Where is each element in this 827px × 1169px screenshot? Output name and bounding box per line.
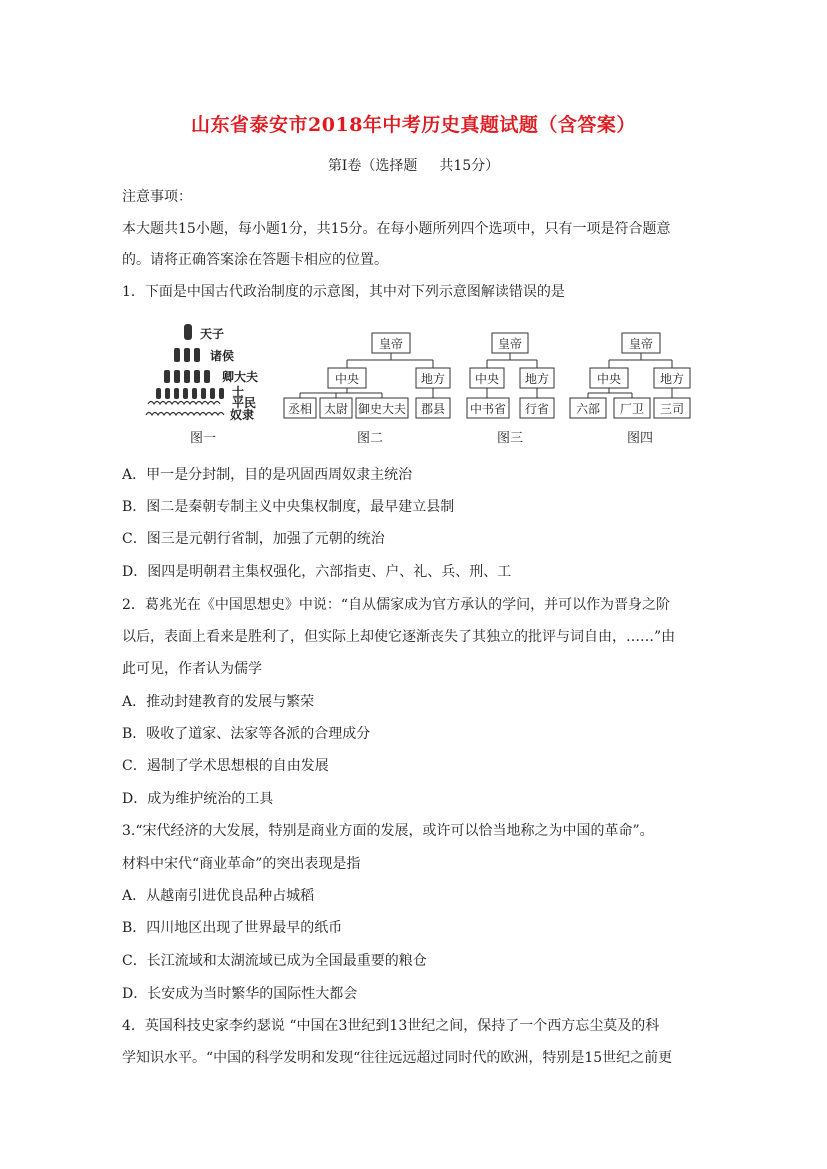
q2-option-d: D．成为维护统治的工具 bbox=[122, 791, 274, 807]
q1-option-a: A．甲一是分封制，目的是巩固西周奴隶主统治 bbox=[122, 467, 413, 483]
fig3-mid-0: 中央 bbox=[474, 372, 500, 386]
q3-stem-1: 3.“宋代经济的大发展，特别是商业方面的发展，或许可以恰当地称之为中国的革命”。 bbox=[122, 823, 654, 839]
fig2-leaf-0: 丞相 bbox=[287, 402, 313, 416]
fig1-figure bbox=[183, 388, 188, 399]
fig4-top: 皇帝 bbox=[628, 337, 654, 351]
exam-title: 山东省泰安市2018年中考历史真题试题（含答案） bbox=[191, 114, 636, 136]
fig1-commoners bbox=[148, 402, 220, 405]
fig1-figure bbox=[165, 388, 170, 399]
fig2-leaf-1: 太尉 bbox=[323, 402, 349, 416]
fig4-leaf-2: 三司 bbox=[659, 402, 685, 416]
fig1-figure bbox=[204, 370, 210, 383]
fig1-level-5: 奴隶 bbox=[230, 408, 255, 422]
fig3-mid-1: 地方 bbox=[524, 372, 550, 386]
q1-diagrams-svg bbox=[140, 318, 700, 458]
fig1-level-0: 天子 bbox=[200, 327, 225, 341]
q3-option-c: C．长江流域和太湖流域已成为全国最重要的粮仓 bbox=[122, 953, 427, 969]
fig1-figure bbox=[184, 370, 190, 383]
q3-option-a: A．从越南引进优良品种占城稻 bbox=[122, 888, 315, 904]
q3-stem-2: 材料中宋代“商业革命”的突出表现是指 bbox=[122, 856, 361, 872]
q3-option-d: D．长安成为当时繁华的国际性大都会 bbox=[122, 986, 358, 1002]
q1-option-d: D．图四是明朝君主集权强化，六部指吏、户、礼、兵、刑、工 bbox=[122, 564, 512, 580]
q2-stem-1: 2．葛兆光在《中国思想史》中说：“自从儒家成为官方承认的学问，并可以作为晋身之阶 bbox=[122, 597, 671, 613]
q4-stem-2: 学知识水平。“中国的科学发明和发现“往往远远超过同时代的欧洲，特别是15世纪之前更 bbox=[122, 1050, 673, 1066]
fig2-leaf-2: 御史大夫 bbox=[357, 402, 407, 416]
q2-stem-3: 此可见，作者认为儒学 bbox=[122, 661, 262, 677]
q4-stem-1: 4．英国科技史家李约瑟说 “中国在3世纪到13世纪之间，保持了一个西方忘尘莫及的科 bbox=[122, 1018, 660, 1034]
fig2-caption: 图二 bbox=[356, 431, 384, 446]
fig1-crowd bbox=[146, 402, 224, 416]
fig1-figure bbox=[201, 388, 206, 399]
fig3-leaf-0: 中书省 bbox=[469, 402, 507, 416]
fig1-figure bbox=[174, 388, 179, 399]
section-score: 共15分） bbox=[439, 158, 500, 174]
fig3-top: 皇帝 bbox=[497, 337, 523, 351]
fig1-figure bbox=[174, 348, 180, 362]
fig1-caption: 图一 bbox=[190, 431, 217, 446]
fig1-level-1: 诸侯 bbox=[210, 349, 235, 363]
notice-line-1: 本大题共15小题，每小题1分，共15分。在每小题所列四个选项中，只有一项是符合题意 bbox=[122, 221, 671, 237]
fig2-mid-0: 中央 bbox=[334, 372, 360, 386]
fig2-mid-1: 地方 bbox=[420, 372, 446, 386]
fig4-leaf-0: 六部 bbox=[575, 402, 601, 416]
fig1-figure bbox=[210, 388, 215, 399]
fig1-figure bbox=[194, 370, 200, 383]
fig1-figure bbox=[184, 324, 192, 340]
fig1-figure bbox=[219, 388, 224, 399]
section-title-text: 第Ⅰ卷（选择题 bbox=[327, 158, 418, 174]
q2-option-c: C．遏制了学术思想根的自由发展 bbox=[122, 758, 329, 774]
fig4-mid-0: 中央 bbox=[596, 372, 622, 386]
q2-stem-2: 以后，表面上看来是胜利了，但实际上却使它逐渐丧失了其独立的批评与词自由，……”由 bbox=[122, 629, 676, 645]
q1-option-b: B．图二是秦朝专制主义中央集权制度，最早建立县制 bbox=[122, 499, 455, 515]
fig4-caption: 图四 bbox=[626, 431, 654, 446]
fig3-caption: 图三 bbox=[496, 431, 524, 446]
q1-stem: 1．下面是中国古代政治制度的示意图，其中对下列示意图解读错误的是 bbox=[122, 284, 565, 300]
fig1-level-4: 平民 bbox=[232, 396, 257, 410]
fig1-figure bbox=[184, 348, 190, 362]
fig2-leaf-3: 郡县 bbox=[420, 402, 446, 416]
q3-option-b: B．四川地区出现了世界最早的纸币 bbox=[122, 920, 343, 936]
q1-option-c: C．图三是元朝行省制，加强了元朝的统治 bbox=[122, 531, 385, 547]
fig4-mid-1: 地方 bbox=[659, 372, 685, 386]
fig1-figure bbox=[174, 370, 180, 383]
fig1-figure bbox=[164, 370, 170, 383]
fig3-leaf-1: 行省 bbox=[524, 402, 550, 416]
section-title bbox=[0, 155, 827, 175]
fig1-figure bbox=[156, 388, 161, 399]
fig2-top: 皇帝 bbox=[378, 337, 404, 351]
fig4-leaf-1: 厂卫 bbox=[619, 402, 645, 416]
notice-label: 注意事项： bbox=[122, 189, 192, 205]
q2-option-a: A．推动封建教育的发展与繁荣 bbox=[122, 694, 315, 710]
fig1-slaves bbox=[146, 413, 224, 416]
fig1-level-2: 卿大夫 bbox=[222, 370, 259, 384]
q1-diagrams bbox=[140, 318, 700, 458]
fig1-level-3: 士 bbox=[232, 385, 245, 399]
q2-option-b: B．吸收了道家、法家等各派的合理成分 bbox=[122, 726, 371, 742]
notice-line-2: 的。请将正确答案涂在答题卡相应的位置。 bbox=[122, 252, 388, 268]
fig1-figure bbox=[194, 348, 200, 362]
fig1-figure bbox=[192, 388, 197, 399]
